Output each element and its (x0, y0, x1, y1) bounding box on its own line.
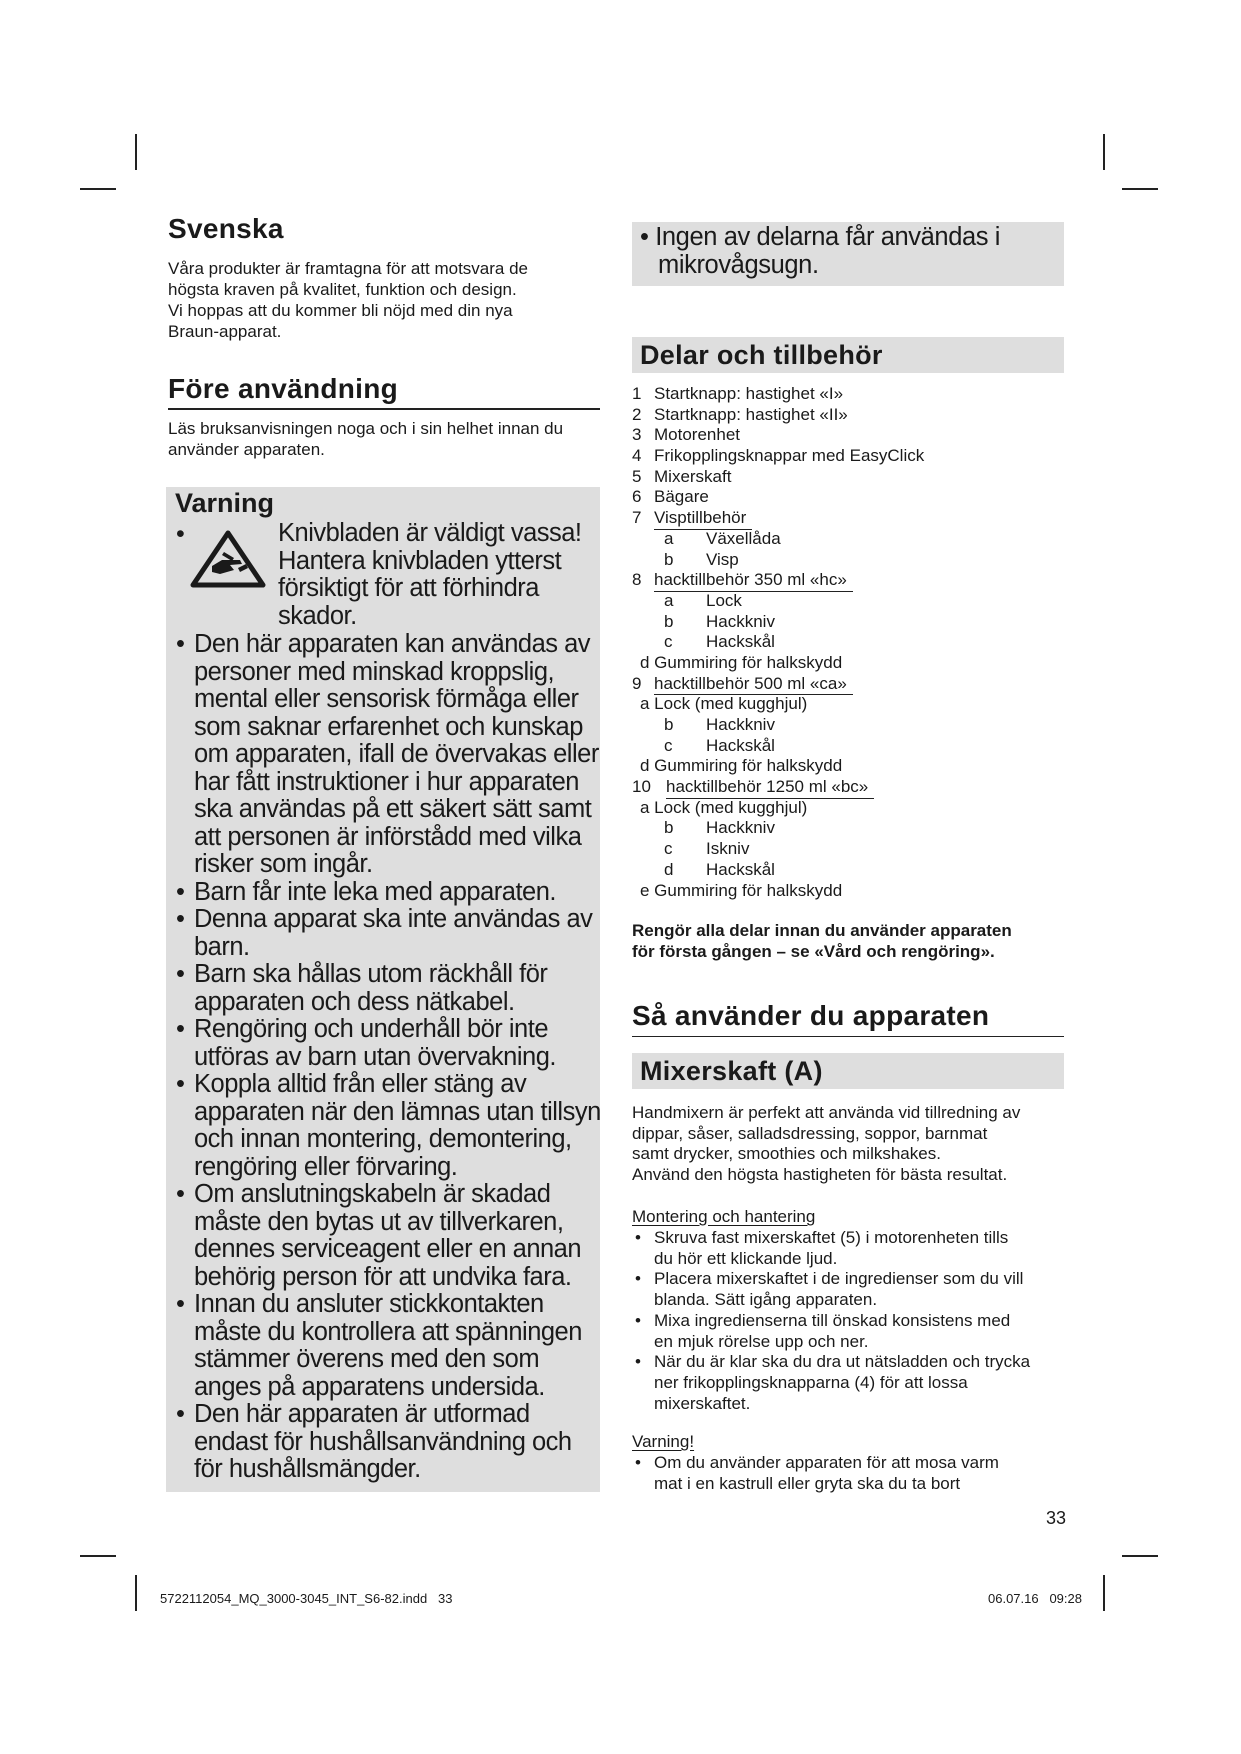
parts-row: 1 Startknapp: hastighet «I» (632, 384, 844, 403)
parts-row: 5 Mixerskaft (632, 466, 732, 486)
warning-list (176, 630, 601, 1484)
crop-mark (1103, 1575, 1105, 1611)
list-item: • Rengöring och underhåll bör inte utföras av barn utan övervakning. (176, 1016, 596, 1071)
parts-row: 9 hacktillbehör 500 ml «ca» (632, 674, 1072, 695)
parts-row: 4 Frikopplingsknappar med EasyClick (632, 446, 925, 466)
list-item: • Om anslutningskabeln är skadad måste den bytas ut av tillverkaren, dennes serviceagent eller en annan behörig person för att undvika fara. (176, 1181, 596, 1291)
varning-heading: Varning! (632, 1432, 695, 1451)
parts-row: d Gummiring för halkskydd (640, 652, 843, 672)
warning-title: Varning (175, 488, 275, 518)
intro-paragraph: Våra produkter är framtagna för att motsvara de högsta kraven på kvalitet, funktion och design. Vi hoppas att du kommer bli nöjd med din nya Braun-apparat. (168, 259, 529, 341)
crop-mark (80, 188, 116, 190)
heading-delar-och-tillbehor: Delar och tillbehör (632, 337, 1064, 373)
parts-row: d Gummiring för halkskydd (640, 756, 843, 776)
heading-svenska: Svenska (168, 213, 284, 244)
parts-row: 8 hacktillbehör 350 ml «hc» (632, 570, 1072, 591)
crop-mark (1122, 1555, 1158, 1557)
list-item: • Mixa ingredienserna till önskad konsistens med en mjuk rörelse upp och ner. (632, 1311, 1072, 1352)
microwave-warning-text: • Ingen av delarna får användas i mikrovågsugn. (640, 223, 1001, 279)
parts-list (632, 384, 1072, 901)
list-item: • När du är klar ska du dra ut nätsladden och trycka ner frikopplingsknapparna (4) för att lossa mixerskaftet. (632, 1352, 1072, 1414)
crop-mark (135, 134, 137, 170)
crop-mark (80, 1555, 116, 1557)
bullet: • (176, 520, 185, 548)
fore-paragraph: Läs bruksanvisningen noga och i sin helhet innan du använder apparaten. (168, 419, 564, 459)
parts-row: e Gummiring för halkskydd (640, 880, 843, 900)
montering-heading: Montering och hantering (632, 1207, 816, 1226)
heading-mixerskaft: Mixerskaft (A) (632, 1053, 1064, 1089)
parts-row: 2 Startknapp: hastighet «II» (632, 404, 848, 424)
parts-row: c Hackskål (664, 735, 775, 755)
parts-row: b Visp (664, 549, 739, 569)
parts-row: b Hackkniv (664, 611, 775, 631)
parts-row: 7 Visptillbehör (632, 508, 1072, 529)
hand-blade-warning-icon (190, 530, 266, 588)
list-item: • Placera mixerskaftet i de ingredienser som du vill blanda. Sätt igång apparaten. (632, 1269, 1072, 1310)
list-item: • Barn ska hållas utom räckhåll för apparaten och dess nätkabel. (176, 961, 596, 1016)
parts-row: d Hackskål (664, 859, 775, 879)
parts-row: b Hackkniv (664, 818, 775, 838)
parts-row: c Hackskål (664, 632, 775, 652)
parts-row: c Iskniv (664, 839, 750, 859)
handmixer-paragraph: Handmixern är perfekt att använda vid tillredning av dippar, såser, salladsdressing, soppor, barnmat samt drycker, smoothies och milkshakes. Använd den högsta hastigheten för bästa resultat. (632, 1103, 1021, 1185)
list-item: • Om du använder apparaten för att mosa varm mat i en kastrull eller gryta ska du ta bort (632, 1453, 1072, 1494)
list-item: • Innan du ansluter stickkontakten måste du kontrollera att spänningen stämmer överens med den som anges på apparatens undersida. (176, 1291, 596, 1401)
page-number: 33 (1046, 1508, 1067, 1528)
parts-row: a Lock (664, 590, 742, 610)
crop-mark (135, 1575, 137, 1611)
list-item: • Koppla alltid från eller stäng av apparaten när den lämnas utan tillsyn och innan montering, demontering, rengöring eller förvaring. (176, 1071, 596, 1181)
parts-row: a Lock (med kugghjul) (640, 694, 808, 714)
heading-sa-anvander-du: Så använder du apparaten (632, 1000, 1064, 1037)
crop-mark (1122, 188, 1158, 190)
montering-list (632, 1228, 1072, 1414)
list-item: • Den här apparaten är utformad endast för hushållsanvändning och för hushållsmängder. (176, 1401, 596, 1484)
list-item: • Denna apparat ska inte användas av barn. (176, 906, 596, 961)
heading-fore-anvandning: Före användning (168, 373, 600, 410)
parts-row: a Lock (med kugghjul) (640, 797, 808, 817)
parts-row: 3 Motorenhet (632, 425, 740, 445)
crop-mark (1103, 134, 1105, 170)
list-item: • Skruva fast mixerskaftet (5) i motorenheten tills du hör ett klickande ljud. (632, 1228, 1072, 1269)
varning-list (632, 1453, 1072, 1494)
list-item: • Barn får inte leka med apparaten. (176, 879, 596, 907)
date-time: 06.07.16 09:28 (988, 1591, 1082, 1606)
warning-first-item: Knivbladen är väldigt vassa! Hantera knivbladen ytterst försiktigt för att förhindra skador. (278, 519, 582, 630)
parts-row: b Hackkniv (664, 715, 775, 734)
file-info: 5722112054_MQ_3000-3045_INT_S6-82.indd 33 (160, 1591, 453, 1606)
list-item: • Den här apparaten kan användas av personer med minskad kroppslig, mental eller sensorisk förmåga eller som saknar erfarenhet och kunskap om apparaten, ifall de övervakas eller har fått instruktioner i hur apparaten ska användas på ett säkert sätt samt att personen är införstådd med vilka risker som ingår. (176, 631, 596, 879)
clean-note: Rengör alla delar innan du använder apparaten för första gången – se «Vård och rengöring». (632, 921, 1012, 961)
parts-row: 10 hacktillbehör 1250 ml «bc» (632, 777, 1072, 798)
parts-row: a Växellåda (664, 528, 781, 548)
parts-row: 6 Bägare (632, 487, 709, 507)
